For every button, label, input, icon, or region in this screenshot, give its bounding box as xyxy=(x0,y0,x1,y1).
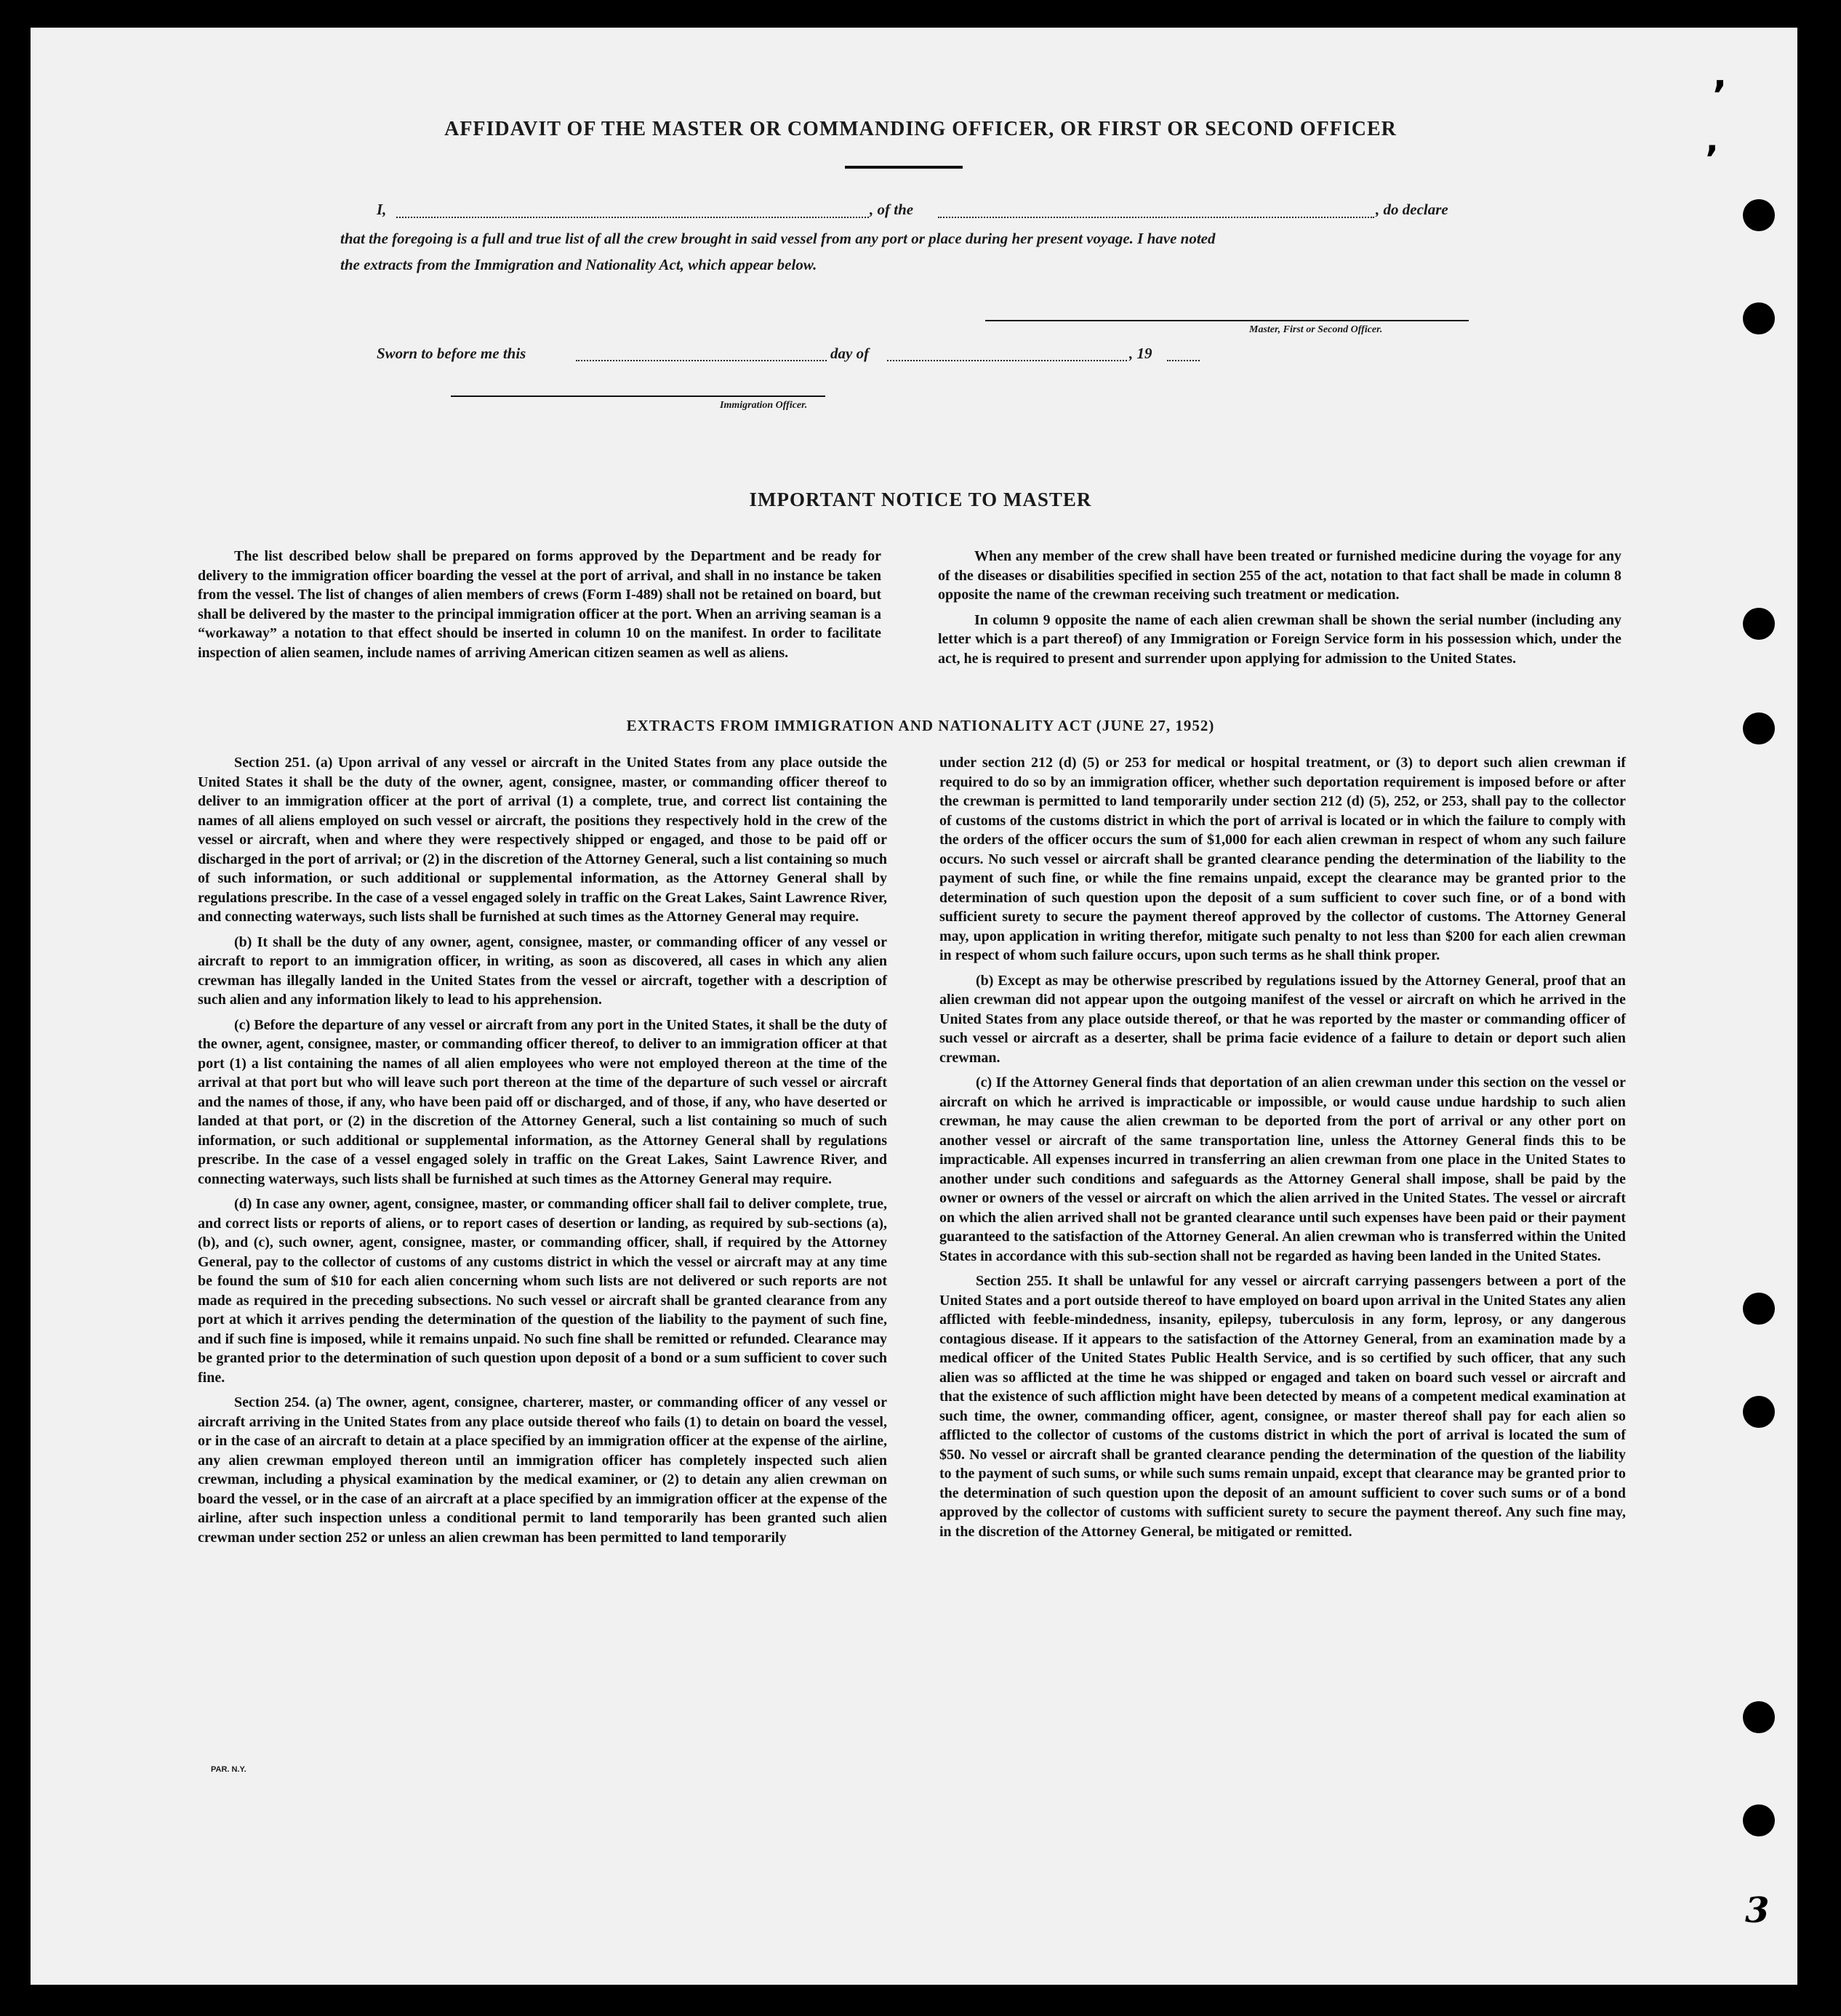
affidavit-of-the: , of the xyxy=(870,201,914,218)
sworn-day-blank xyxy=(576,360,827,361)
extract-paragraph: (b) It shall be the duty of any owner, agent, consignee, master, or commanding officer of any vessel or aircraft to report to an immigration officer, in writing, as soon as discovered, all cases in which any alien crewman has illegally landed in the United States from the vessel or aircraft, together with a description of such alien and any information likely to lead to his apprehension. xyxy=(198,933,887,1008)
binder-hole xyxy=(1743,199,1775,231)
year-text: , 19 xyxy=(1129,345,1152,362)
binder-hole xyxy=(1743,1293,1775,1325)
month-blank xyxy=(887,360,1127,361)
affidavit-declare: , do declare xyxy=(1376,201,1448,218)
affidavit-i: I, xyxy=(377,201,387,218)
master-label: Master, First or Second Officer. xyxy=(1249,324,1383,335)
day-of-text: day of xyxy=(830,345,870,362)
notice-right-paragraph: In column 9 opposite the name of each alien crewman shall be shown the serial number (including any letter which is a part thereof) of any Immigration or Foreign Service form in his possession which, under the act, he is required to present and surrender upon applying for admission to the United States. xyxy=(938,611,1621,667)
handwritten-mark: ’ xyxy=(1705,138,1719,180)
handwritten-mark: ’ xyxy=(1712,73,1728,119)
extracts-right-column xyxy=(939,753,1626,1547)
extract-paragraph: Section 255. It shall be unlawful for any vessel or aircraft carrying passengers between a port of the United States and a port outside thereof to have employed on board upon arrival in the United States any alien afflicted with feeble-mindedness, insanity, epilepsy, tuberculosis in any form, leprosy, or any dangerous contagious disease. If it appears to the satisfaction of the Attorney General, from an examination made by a medical officer of the United States Public Health Service, and is so certified by such officer, that any such alien was so afflicted at the time he was shipped or engaged and taken on board such vessel or aircraft and that the existence of such affliction might have been detected by means of a competent medical examination at such time, the owner, commanding officer, agent, consignee, or master thereof shall pay for each alien so afflicted to the collector of customs of the customs district in which the port of arrival is located the sum of $50. No vessel or aircraft shall be granted clearance pending the determination of the question of the liability to the payment of such sums, or while such sums remain unpaid, except that clearance may be granted prior to the determination of such question upon the deposit of an amount sufficient to cover such sums or of a bond approved by the collector of customs with sufficient surety to secure the payment thereof. Any such fine may, in the discretion of the Attorney General, be mitigated or remitted. xyxy=(939,1273,1626,1540)
extract-paragraph: Section 251. (a) Upon arrival of any vessel or aircraft in the United States from any place outside the United States it shall be the duty of the owner, agent, consignee, master, or commanding officer thereof to deliver to an immigration officer at the port of arrival (1) a complete, true, and correct list containing the names of all aliens employed on such vessel or aircraft, the positions they respectively hold in the crew of the vessel or aircraft, when and where they were respectively shipped or engaged, and those to be paid off or discharged in the port of arrival; or (2) in the discretion of the Attorney General, such a list containing so much of such information, or such additional or supplemental information, as the Attorney General shall by regulations prescribe. In the case of a vessel engaged solely in traffic on the Great Lakes, Saint Lawrence River, and connecting waterways, such lists shall be furnished at such times as the Attorney General may require. xyxy=(198,755,887,925)
extracts-title: EXTRACTS FROM IMMIGRATION AND NATIONALITY ACT (JUNE 27, 1952) xyxy=(626,717,1215,734)
immigration-officer-signature-line xyxy=(451,395,825,397)
extract-paragraph: (b) Except as may be otherwise prescribed by regulations issued by the Attorney General, proof that an alien crewman did not appear upon the outgoing manifest of the vessel or aircraft on which he arrived in the United States from any place outside thereof, or that he was reported by the master or commanding officer of such vessel or aircraft as a deserter, shall be prima facie evidence of a failure to detain or deport such alien crewman. xyxy=(939,972,1626,1066)
binder-hole xyxy=(1743,608,1775,640)
binder-hole xyxy=(1743,1701,1775,1733)
extract-paragraph: (c) If the Attorney General finds that deportation of an alien crewman under this section on the vessel or aircraft on which he arrived is impracticable or impossible, or would cause undue hardship to such alien crewman, he may cause the alien crewman to be deported from the port of arrival or any other port on another vessel or aircraft of the same transportation line, unless the Attorney General finds this to be impracticable. All expenses incurred in transferring an alien crewman from one place in the United States to another under such conditions and safeguards as the Attorney General shall impose, shall be paid by the owner or owners of the vessel or aircraft on which the alien arrived in the United States. The vessel or aircraft on which the alien arrived shall not be granted clearance until such expenses have been paid or their payment guaranteed to the satisfaction of the Attorney General. An alien crewman who is transferred within the United States in accordance with this sub-section shall not be regarded as having been landed in the United States. xyxy=(939,1075,1626,1264)
extracts-left-column xyxy=(198,753,887,1553)
notice-title: IMPORTANT NOTICE TO MASTER xyxy=(749,489,1092,510)
immigration-officer-label: Immigration Officer. xyxy=(720,400,808,411)
notice-right-column xyxy=(938,547,1621,674)
extract-paragraph: (c) Before the departure of any vessel or aircraft from any port in the United States, it shall be the duty of the owner, agent, consignee, master, or commanding officer thereof, to deliver to an immigration officer at that port (1) a list containing the names of all alien employees who were not employed thereon at the time of the arrival at that port but who will leave such port thereon at the time of the departure of such vessel or aircraft and the names of those, if any, who have been paid off or discharged, and of those, if any, who have deserted or landed at that port, or (2) in the discretion of the Attorney General, such a list containing so much of such information, or such additional or supplemental information, as the Attorney General shall by regulations prescribe. In the case of a vessel engaged solely in traffic on the Great Lakes, Saint Lawrence River, and connecting waterways, such lists shall be furnished at such times as the Attorney General may require. xyxy=(198,1016,887,1187)
extract-paragraph: Section 254. (a) The owner, agent, consignee, charterer, master, or commanding officer of any vessel or aircraft arriving in the United States from any place outside thereof who fails (1) to detain on board the vessel, or in the case of an aircraft to detain at a place specified by an immigration officer at the expense of the airline, any alien crewman employed thereon until an immigration officer has completely inspected such alien crewman, including a physical examination by the medical examiner, or (2) to detain any alien crewman on board the vessel, or in the case of an aircraft at a place specified by an immigration officer at the expense of the airline, after such inspection unless a conditional permit to land temporarily has been granted such alien crewman under section 252 or unless an alien crewman has been permitted to land temporarily xyxy=(198,1394,887,1546)
sworn-text: Sworn to before me this xyxy=(377,345,526,362)
printer-mark: PAR. N.Y. xyxy=(211,1765,246,1774)
vessel-blank xyxy=(938,217,1374,218)
name-blank xyxy=(396,217,869,218)
affidavit-line-2: that the foregoing is a full and true list of all the crew brought in said vessel from any port or place during her present voyage. I have noted xyxy=(340,230,1216,247)
binder-hole xyxy=(1743,1804,1775,1836)
title-underline xyxy=(845,166,963,169)
binder-hole xyxy=(1743,302,1775,334)
master-signature-line xyxy=(985,320,1469,321)
affidavit-line-3: the extracts from the Immigration and Nationality Act, which appear below. xyxy=(340,256,817,273)
notice-right-paragraph: When any member of the crew shall have been treated or furnished medicine during the voyage for any of the diseases or disabilities specified in section 255 of the act, notation to that fact shall be made in column 8 opposite the name of the crewman receiving such treatment or medication. xyxy=(938,548,1621,603)
handwritten-page-number: 3 xyxy=(1745,1890,1770,1931)
extract-paragraph: under section 212 (d) (5) or 253 for medical or hospital treatment, or (3) to deport such alien crewman if required to do so by an immigration officer, whether such deportation requirement is imposed before or after the crewman is permitted to land temporarily under section 212 (d) (5), 252, or 253, shall pay to the collector of customs of the customs district in which the port of arrival is located or in which the failure to comply with the orders of the officer occurs the sum of $1,000 for each alien crewman in respect of whom any such failure occurs. No such vessel or aircraft shall be granted clearance pending the determination of the liability to the payment of such fine, or while the fine remains unpaid, except the clearance may be granted prior to the determination of such question upon the deposit of a sum sufficient to cover such fine, or of a bond with sufficient surety to secure the payment thereof approved by the collector of customs. The Attorney General may, upon application in writing therefor, mitigate such penalty to not less than $200 for each alien crewman in respect of whom such failure occurs, upon such terms as he shall think proper. xyxy=(939,755,1626,963)
notice-left-paragraph: The list described below shall be prepared on forms approved by the Department and be ready for delivery to the immigration officer boarding the vessel at the port of arrival, and shall in no instance be taken from the vessel. The list of changes of alien members of crews (Form I-489) shall not be retained on board, but shall be delivered by the master to the principal immigration officer at the port. When an arriving seaman is a “workaway” a notation to that effect should be inserted in column 10 on the manifest. In order to facilitate inspection of alien seamen, include names of arriving American citizen seamen as well as aliens. xyxy=(198,548,881,661)
binder-hole xyxy=(1743,1396,1775,1428)
affidavit-title: AFFIDAVIT OF THE MASTER OR COMMANDING OFFICER, OR FIRST OR SECOND OFFICER xyxy=(444,118,1397,140)
notice-left-column xyxy=(198,547,881,668)
extract-paragraph: (d) In case any owner, agent, consignee, master, or commanding officer shall fail to deliver complete, true, and correct lists or reports of aliens, or to report cases of desertion or landing, as required by sub-sections (a), (b), and (c), such owner, agent, consignee, master, or commanding officer, shall, if required by the Attorney General, pay to the collector of customs of any customs district in which the vessel or aircraft may at any time be found the sum of $10 for each alien concerning whom such lists are not delivered or such reports are not made as required in the preceding subsections. No such vessel or aircraft shall be granted clearance from any port at which it arrives pending the determination of the question of the liability to the payment of such fine, and if such fine is imposed, while it remains unpaid. No such fine shall be remitted or refunded. Clearance may be granted prior to the determination of such question upon deposit of a bond or a sum sufficient to cover such fine. xyxy=(198,1196,887,1386)
year-blank xyxy=(1167,360,1200,361)
